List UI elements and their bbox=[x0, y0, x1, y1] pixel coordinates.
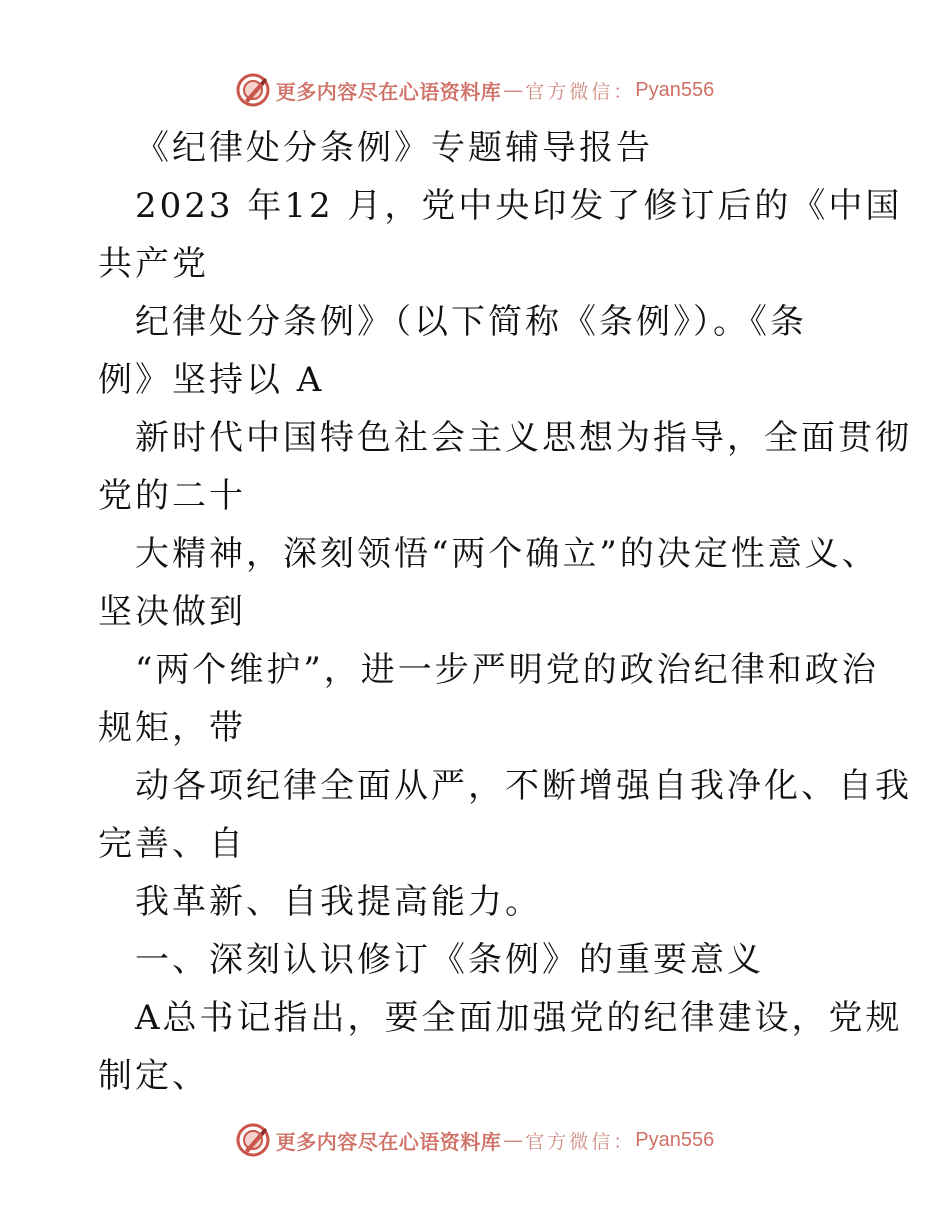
watermark-dash: — bbox=[503, 1128, 524, 1152]
watermark-brand: 更多内容尽在心语资料库 bbox=[275, 79, 502, 104]
text-line: 规矩，带 bbox=[98, 708, 246, 748]
text-line: 例》坚持以 A bbox=[98, 360, 325, 400]
text-line: 我革新、自我提高能力。 bbox=[135, 882, 542, 922]
watermark-wechat-id: Pyan556 bbox=[635, 78, 715, 101]
footer-watermark bbox=[0, 1122, 950, 1158]
text-line: 大精神，深刻领悟“两个确立”的决定性意义、 bbox=[135, 534, 879, 574]
text-line: 共产党 bbox=[98, 244, 209, 284]
text-line: 新时代中国特色社会主义思想为指导，全面贯彻 bbox=[135, 418, 912, 458]
text-line: “两个维护”，进一步严明党的政治纪律和政治 bbox=[135, 650, 879, 690]
header-watermark bbox=[0, 72, 950, 108]
document-title: 《纪律处分条例》专题辅导报告 bbox=[135, 128, 653, 168]
text-line: A总书记指出，要全面加强党的纪律建设，党规 bbox=[135, 998, 903, 1038]
watermark-official-label: 官方微信： bbox=[525, 1130, 636, 1153]
text-line: 党的二十 bbox=[98, 476, 246, 516]
text-line: 完善、自 bbox=[98, 824, 246, 864]
watermark-dash: — bbox=[503, 78, 524, 102]
watermark-official-label: 官方微信： bbox=[525, 80, 636, 103]
text-line: 纪律处分条例》（以下简称《条例》）。《条 bbox=[135, 302, 807, 342]
text-line: 动各项纪律全面从严，不断增强自我净化、自我 bbox=[135, 766, 912, 806]
pen-logo-icon bbox=[236, 73, 270, 107]
watermark-wechat-id: Pyan556 bbox=[635, 1128, 715, 1151]
text-line: 2023 年12 月，党中央印发了修订后的《中国 bbox=[135, 186, 903, 226]
watermark-brand: 更多内容尽在心语资料库 bbox=[275, 1129, 502, 1154]
text-line: 制定、 bbox=[98, 1056, 209, 1096]
pen-logo-icon bbox=[236, 1123, 270, 1157]
section-heading: 一、深刻认识修订《条例》的重要意义 bbox=[135, 940, 764, 980]
text-line: 坚决做到 bbox=[98, 592, 246, 632]
